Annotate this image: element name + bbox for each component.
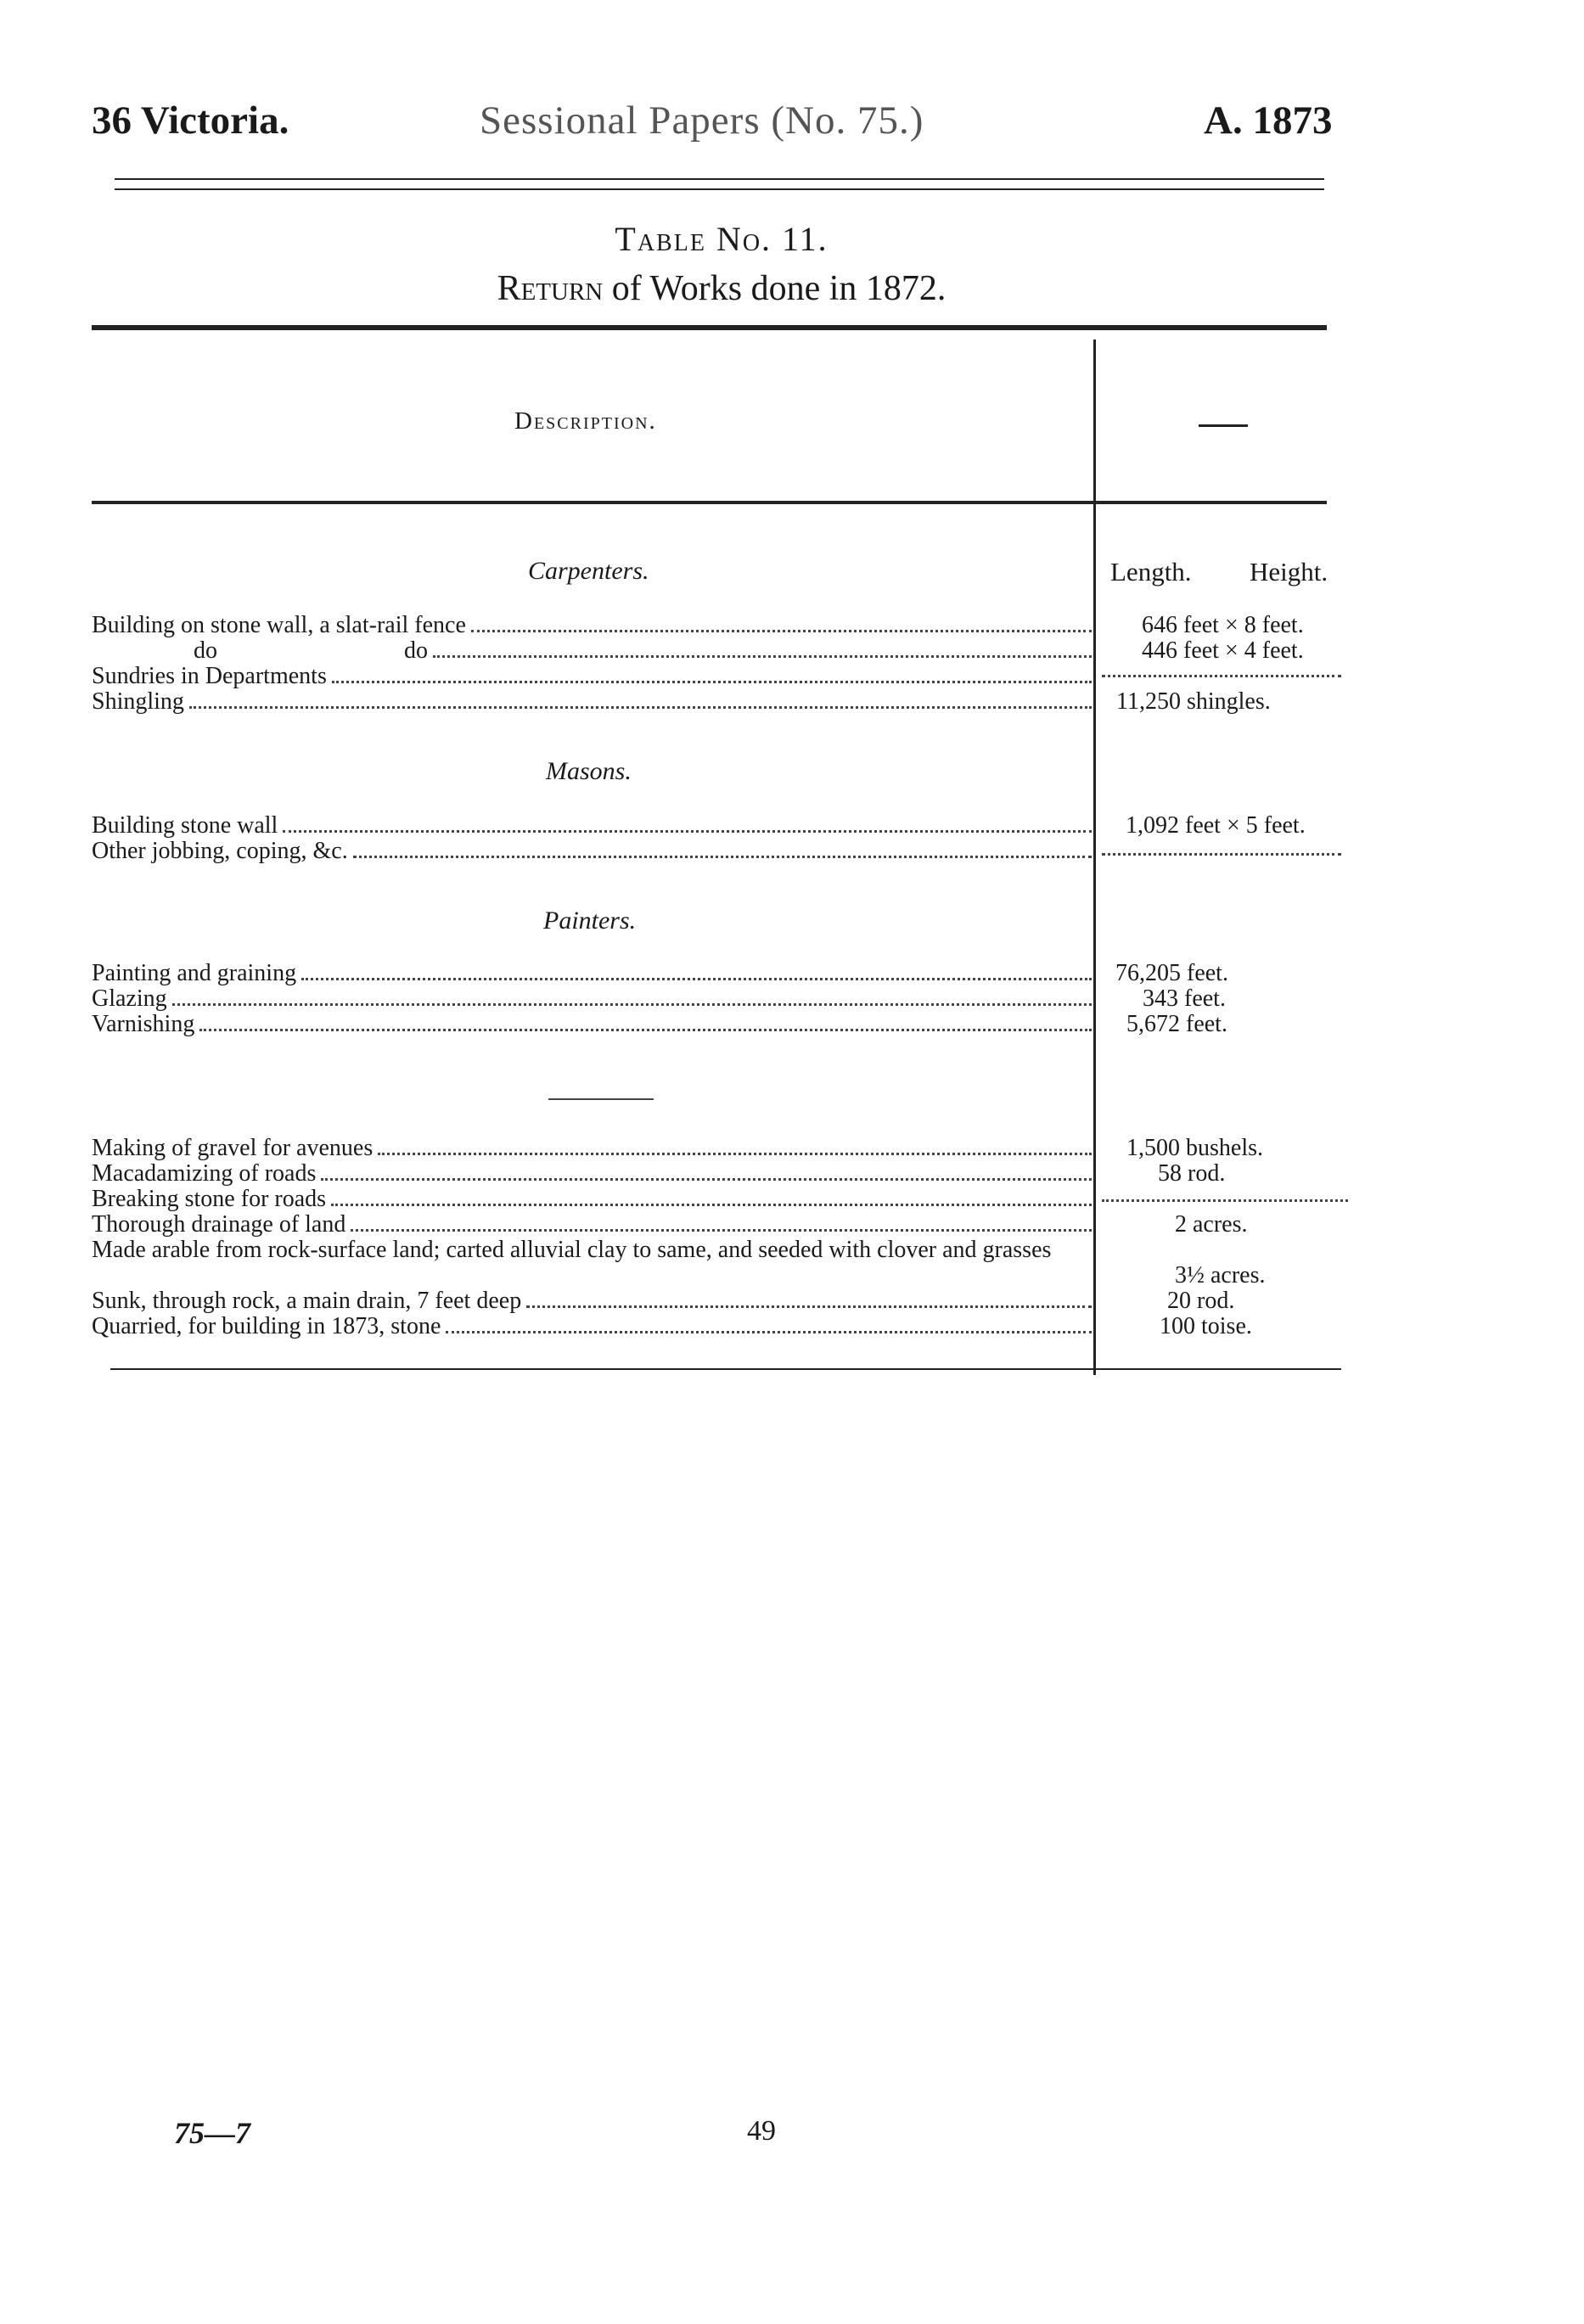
table-row — [92, 689, 1092, 715]
table-row — [92, 664, 1092, 689]
table-number: Table No. 11. — [615, 220, 829, 258]
row-label: Building on stone wall, a slat-rail fence — [92, 612, 466, 638]
table-row — [92, 638, 1092, 664]
row-label: Painting and graining — [92, 960, 297, 986]
row-value: 3½ acres. — [1175, 1262, 1266, 1288]
leader-dots — [353, 856, 1092, 858]
table-row — [92, 1288, 1092, 1314]
leader-dots — [331, 1204, 1092, 1206]
section-title-painters: Painters. — [543, 907, 637, 935]
row-label: Varnishing — [92, 1011, 195, 1037]
section-title-carpenters: Carpenters. — [528, 557, 649, 585]
page-number: 49 — [747, 2115, 776, 2147]
leader-dots — [526, 1305, 1092, 1308]
leader-dots — [332, 681, 1092, 683]
row-value: 5,672 feet. — [1126, 1011, 1227, 1037]
leader-dots — [433, 655, 1092, 658]
leader-dots — [321, 1178, 1092, 1181]
table-row — [92, 1161, 1092, 1187]
ditto-mark: do — [194, 637, 217, 664]
table-bottom-rule — [110, 1368, 1341, 1370]
leader-dots — [172, 1003, 1092, 1006]
header-session: 36 Victoria. — [92, 98, 289, 143]
table-row — [92, 1238, 1092, 1263]
row-value: 1,092 feet × 5 feet. — [1126, 812, 1306, 839]
table-row — [92, 813, 1092, 839]
leader-dots — [283, 830, 1092, 833]
ditto-mark: do — [404, 637, 428, 664]
section-title-masons: Masons. — [546, 757, 632, 785]
column-divider — [1093, 340, 1096, 1375]
row-label: Made arable from rock-surface land; carted alluvial clay to same, and seeded with clover and grasses — [92, 1237, 1052, 1263]
column-header-description: Description. — [514, 407, 657, 435]
table-row — [92, 1136, 1092, 1161]
header-rule-bottom — [115, 188, 1324, 190]
row-value: 58 rod. — [1158, 1160, 1226, 1187]
row-value: 343 feet. — [1143, 985, 1226, 1012]
table-row — [92, 986, 1092, 1012]
leader-dots — [378, 1153, 1092, 1155]
row-value: 100 toise. — [1160, 1313, 1252, 1339]
row-value: 11,250 shingles. — [1116, 688, 1271, 715]
row-label — [92, 638, 428, 664]
column-header-value-dash — [1199, 424, 1248, 427]
footer-signature: 75—7 — [174, 2116, 250, 2150]
column-header-length: Length. — [1110, 557, 1192, 587]
table-row — [92, 1187, 1092, 1212]
leader-dots — [189, 706, 1092, 709]
leader-dots — [446, 1331, 1092, 1333]
table-row — [92, 1212, 1092, 1238]
value-leader-dots — [1102, 675, 1341, 677]
row-value: 446 feet × 4 feet. — [1142, 637, 1304, 664]
row-label: Glazing — [92, 985, 167, 1012]
header-rule-top — [115, 178, 1324, 180]
row-label: Making of gravel for avenues — [92, 1135, 374, 1161]
row-label: Sundries in Departments — [92, 663, 327, 689]
row-label: Shingling — [92, 688, 184, 715]
row-value: 20 rod. — [1167, 1288, 1235, 1314]
header-bottom-rule — [92, 501, 1327, 504]
section-separator — [548, 1098, 654, 1100]
table-title — [0, 268, 1443, 309]
table-row — [92, 839, 1092, 864]
table-title-prefix: Return — [497, 269, 604, 308]
leader-dots — [471, 630, 1092, 632]
table-row — [92, 1314, 1092, 1339]
table-top-rule — [92, 325, 1327, 330]
leader-dots — [199, 1029, 1092, 1031]
column-header-height: Height. — [1250, 557, 1328, 587]
row-label: Building stone wall — [92, 812, 278, 839]
header-year: A. 1873 — [1204, 98, 1333, 143]
value-leader-dots — [1102, 853, 1341, 856]
row-value: 76,205 feet. — [1115, 960, 1228, 986]
row-value: 1,500 bushels. — [1126, 1135, 1263, 1161]
row-label: Quarried, for building in 1873, stone — [92, 1313, 441, 1339]
row-value: 646 feet × 8 feet. — [1142, 612, 1304, 638]
leader-dots — [301, 978, 1092, 980]
row-label: Sunk, through rock, a main drain, 7 feet deep — [92, 1288, 522, 1314]
row-label: Other jobbing, coping, &c. — [92, 838, 348, 864]
row-value: 2 acres. — [1175, 1211, 1248, 1238]
row-label: Macadamizing of roads — [92, 1160, 317, 1187]
table-row — [92, 1012, 1092, 1037]
row-label: Breaking stone for roads — [92, 1186, 327, 1212]
leader-dots — [351, 1229, 1092, 1232]
table-row — [92, 961, 1092, 986]
row-label: Thorough drainage of land — [92, 1211, 346, 1238]
header-title: Sessional Papers (No. 75.) — [480, 98, 924, 143]
value-leader-dots — [1102, 1199, 1348, 1202]
table-title-rest: of Works done in 1872. — [611, 269, 946, 308]
table-row — [92, 613, 1092, 638]
